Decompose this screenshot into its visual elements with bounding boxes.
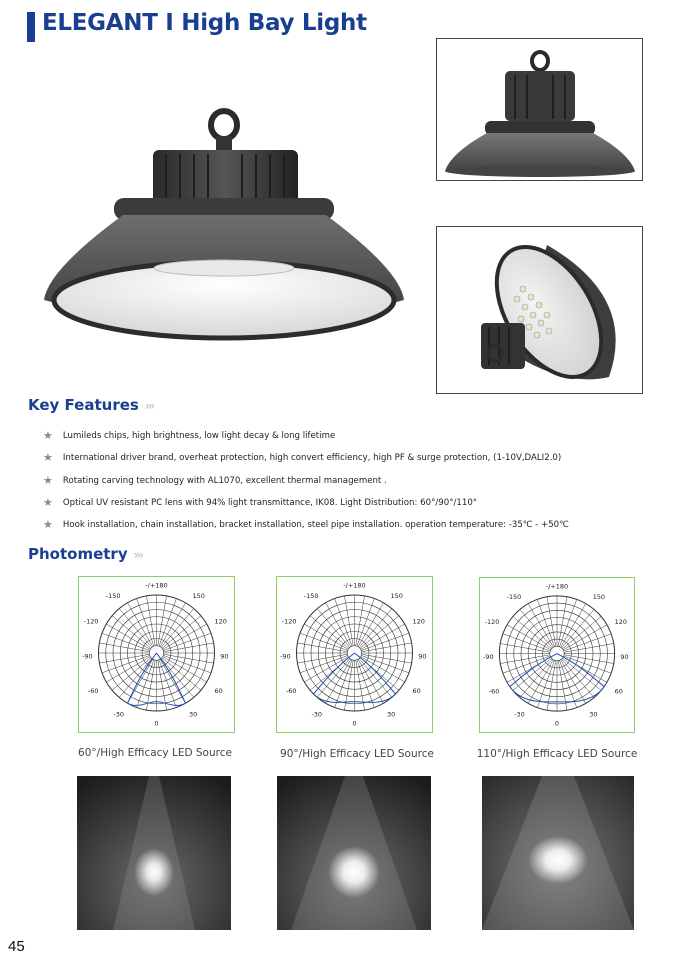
polar-spoke [357,660,374,708]
polar-spoke [161,659,194,698]
polar-label: -150 [105,592,121,600]
polar-spoke [317,659,350,698]
polar-label: -60 [87,687,99,696]
polar-label: -120 [83,617,99,626]
polar-label: 30 [188,710,198,719]
polar-spoke [362,643,412,652]
polar-chart [79,577,234,732]
feature-item [43,473,387,486]
polar-label: -30 [514,710,525,719]
polar-label: 150 [592,592,606,601]
polar-spoke [356,660,365,710]
polar-spoke [361,633,409,650]
polar-spoke [564,634,611,651]
polar-spoke [564,656,611,673]
polar-label: 120 [412,617,425,626]
polar-spoke [99,643,149,652]
polar-label: -90 [280,652,291,661]
polar-diagram-60 [78,576,235,733]
polar-spoke [310,616,349,649]
polar-spoke [162,658,201,691]
beam-render [482,776,634,930]
polar-spoke [559,660,576,707]
star-icon: ★ [43,451,53,464]
polar-label: -/+180 [145,581,168,590]
product-thumbnail-side [436,38,643,181]
photometry-heading-text: Photometry [28,545,128,563]
polar-label: -120 [281,617,297,626]
product-thumbnail-angled [436,226,643,394]
photometry-caption: 90°/High Efficacy LED Source [280,748,434,760]
photometry-caption: 60°/High Efficacy LED Source [78,747,232,759]
polar-label: 0 [554,719,560,728]
polar-label: 30 [589,710,598,719]
feature-text: Hook installation, chain installation, bracket installation, steel pipe installation. operation temperature: -35℃ - +50℃ [62,520,569,530]
polar-diagram-90 [276,576,433,733]
polar-spoke [362,654,412,663]
polar-label: -30 [113,710,125,719]
polar-spoke [164,643,214,652]
polar-spoke [102,633,150,650]
polar-spoke [563,658,602,690]
polar-label: -/+180 [343,581,366,590]
polar-label: -30 [311,710,323,719]
polar-spoke [520,659,552,698]
polar-spoke [344,660,353,710]
feature-item [43,428,335,441]
polar-label: 60 [412,687,421,696]
polar-spoke [503,656,550,673]
polar-spoke [564,644,614,653]
beam-image-90 [277,776,431,930]
feature-text: Optical UV resistant PC lens with 94% light transmittance, IK08. Light Distribution: 60°/90°/110° [62,498,478,508]
polar-label: 120 [214,617,227,626]
polar-spoke [503,634,550,651]
polar-spoke [335,660,352,708]
feature-item [43,517,569,530]
page-title: ELEGANT I High Bay Light [42,10,367,36]
polar-spoke [159,660,176,708]
polar-spoke [137,598,154,646]
key-features-heading [28,396,153,414]
polar-spoke [558,597,567,647]
polar-label: 60 [214,687,223,696]
polar-spoke [513,658,552,690]
product-side-image [437,39,642,180]
polar-label: 60 [614,687,623,696]
polar-spoke [359,609,392,648]
polar-spoke [562,609,594,648]
photometry-heading [28,545,142,563]
polar-spoke [297,654,347,663]
feature-text: Lumileds chips, high brightness, low light decay & long lifetime [62,431,336,441]
star-icon: ★ [43,429,53,442]
feature-text: International driver brand, overheat protection, high convert efficiency, high PF & surge protection, (1-10V,DALI2.0) [62,453,562,463]
polar-spoke [547,597,556,647]
polar-label: -90 [483,652,494,661]
polar-label: 0 [352,719,357,728]
main-product-image [38,100,408,350]
polar-spoke [344,596,353,646]
polar-ring [550,646,564,660]
polar-spoke [119,609,152,648]
polar-spoke [558,661,567,711]
polar-spoke [158,596,167,646]
polar-spoke [335,598,352,646]
polar-spoke [559,599,576,646]
polar-label: -/+180 [545,582,569,591]
polar-spoke [159,598,176,646]
polar-label: -150 [506,592,522,601]
page-number: 45 [8,938,25,955]
polar-spoke [300,633,348,650]
beam-render [77,776,231,930]
polar-label: 150 [192,592,205,600]
polar-spoke [102,655,150,672]
key-features-heading-text: Key Features [28,396,139,414]
star-icon: ★ [43,474,53,487]
polar-spoke [513,616,552,648]
polar-label: 150 [390,592,403,600]
beam-image-60 [77,776,231,930]
polar-spoke [297,643,347,652]
title-accent-bar [27,12,35,42]
beam-render [277,776,431,930]
polar-spoke [357,598,374,646]
polar-spoke [520,609,552,648]
polar-spoke [119,659,152,698]
product-angled-image [437,227,642,393]
polar-spoke [356,596,365,646]
polar-spoke [360,616,399,649]
chevron-right-icon: ››› [133,548,143,562]
feature-text: Rotating carving technology with AL1070, excellent thermal management . [62,476,387,486]
feature-item [43,450,561,463]
chevron-right-icon: ››› [144,399,154,413]
polar-spoke [562,659,594,698]
polar-chart [480,578,634,732]
polar-spoke [112,616,151,649]
polar-spoke [99,654,149,663]
polar-diagram-110 [479,577,635,733]
photometry-caption: 110°/High Efficacy LED Source [476,748,638,760]
polar-label: -150 [303,592,319,600]
polar-spoke [537,660,554,707]
polar-spoke [359,659,392,698]
polar-label: 30 [386,710,396,719]
polar-label: 0 [154,719,159,728]
polar-label: 90 [620,652,629,661]
polar-spoke [137,660,154,708]
polar-spoke [163,633,211,650]
polar-label: -60 [285,687,297,696]
beam-image-110 [482,776,634,930]
polar-chart [277,577,432,732]
polar-spoke [146,596,155,646]
polar-spoke [112,658,151,691]
feature-item [43,495,477,508]
polar-spoke [161,609,194,648]
star-icon: ★ [43,518,53,531]
polar-spoke [500,644,550,653]
polar-spoke [164,654,214,663]
polar-label: 90 [418,652,427,661]
polar-spoke [563,616,602,648]
polar-label: -60 [488,687,500,696]
polar-spoke [537,599,554,646]
polar-label: -120 [484,618,500,627]
polar-spoke [163,655,211,672]
polar-label: 120 [614,618,627,627]
polar-spoke [547,661,556,711]
polar-label: -90 [82,652,93,661]
star-icon: ★ [43,496,53,509]
polar-spoke [317,609,350,648]
polar-label: 90 [220,652,229,661]
polar-spoke [162,616,201,649]
